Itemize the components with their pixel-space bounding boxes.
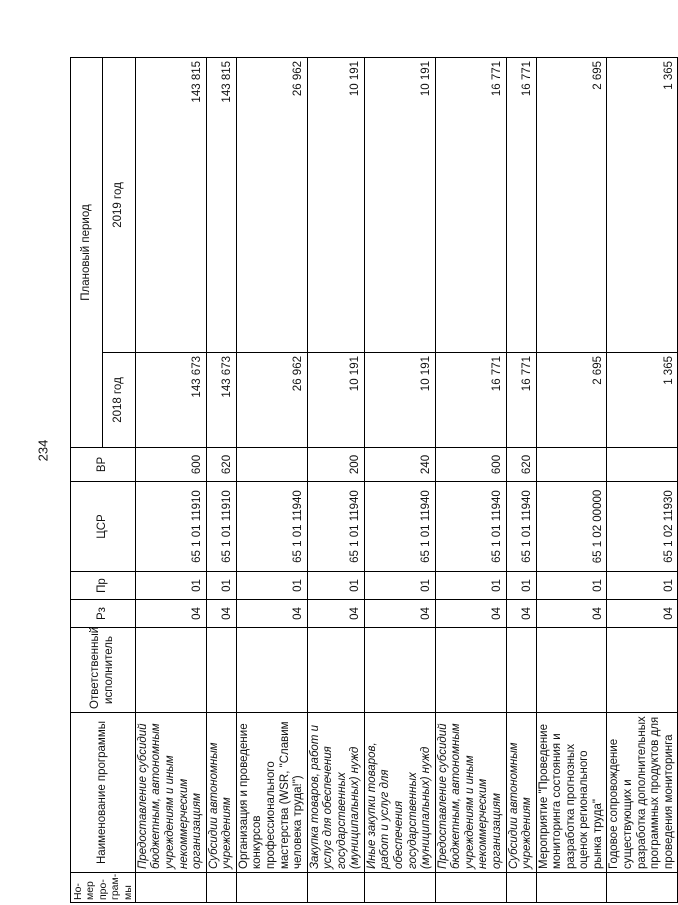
- col-plan-period: Плановый период: [71, 57, 103, 447]
- program-table: [70, 57, 678, 903]
- row-name: Организация и проведение конкурсов профессионального мастерства (WSR, "Славим человека труда!"): [236, 713, 307, 873]
- col-year-2018: 2018 год: [103, 353, 135, 448]
- row-name: Годовое сопровождение существующих и разработка дополнительных программных продуктов для проведения мониторинга: [607, 713, 678, 873]
- row-name: Субсидии автономным учреждениям: [506, 713, 536, 873]
- rotated-table-wrapper: [70, 58, 675, 903]
- row-name: Мероприятие "Проведение мониторинга состояния и разработка прогнозных оценок регионального рынка труда": [536, 713, 607, 873]
- col-year-2019: 2019 год: [103, 57, 135, 352]
- table-row: Мероприятие "Проведение мониторинга состояния и разработка прогнозных оценок регионального рынка труда" 04 01 65 1 02 00000 2 695 2 695: [536, 57, 607, 902]
- page-number: 234: [35, 439, 51, 462]
- col-vr: ВР: [71, 448, 136, 482]
- row-name: Иные закупки товаров, работ и услуг для обеспечения государственных (муниципальных) нужд: [364, 713, 435, 873]
- table-row: Годовое сопровождение существующих и разработка дополнительных программных продуктов для проведения мониторинга 04 01 65 1 02 11930 1 365 1 365: [607, 57, 678, 902]
- table-row: Субсидии автономным учреждениям 04 01 65 1 01 11940 620 16 771 16 771: [506, 57, 536, 902]
- col-csr: ЦСР: [71, 482, 136, 572]
- table-row: Субсидии автономным учреждениям 04 01 65 1 01 11910 620 143 673 143 815: [206, 57, 236, 902]
- col-pr: Пр: [71, 572, 136, 600]
- row-name: Субсидии автономным учреждениям: [206, 713, 236, 873]
- table-row: Предоставление субсидий бюджетным, автономным учреждениям и иным некоммерческим организациям 04 01 65 1 01 11910 600 143 673 143 815: [135, 57, 206, 902]
- table-row: Организация и проведение конкурсов профессионального мастерства (WSR, "Славим человека труда!") 04 01 65 1 01 11940 26 962 26 962: [236, 57, 307, 902]
- row-name: Предоставление субсидий бюджетным, автономным учреждениям и иным некоммерческим организациям: [135, 713, 206, 873]
- col-name: Наименование программы: [71, 713, 136, 873]
- col-number: Но-мер про-грам-мы: [71, 873, 136, 903]
- col-executor: Ответственный исполнитель: [71, 628, 136, 713]
- col-rz: Рз: [71, 600, 136, 628]
- row-name: Предоставление субсидий бюджетным, автономным учреждениям и иным некоммерческим организациям: [435, 713, 506, 873]
- row-name: Закупка товаров, работ и услуг для обеспечения государственных (муниципальных) нужд: [307, 713, 364, 873]
- table-row: Предоставление субсидий бюджетным, автономным учреждениям и иным некоммерческим организациям 04 01 65 1 01 11940 600 16 771 16 771: [435, 57, 506, 902]
- table-row: Закупка товаров, работ и услуг для обеспечения государственных (муниципальных) нужд 04 01 65 1 01 11940 200 10 191 10 191: [307, 57, 364, 902]
- table-row: Иные закупки товаров, работ и услуг для обеспечения государственных (муниципальных) нужд 04 01 65 1 01 11940 240 10 191 10 191: [364, 57, 435, 902]
